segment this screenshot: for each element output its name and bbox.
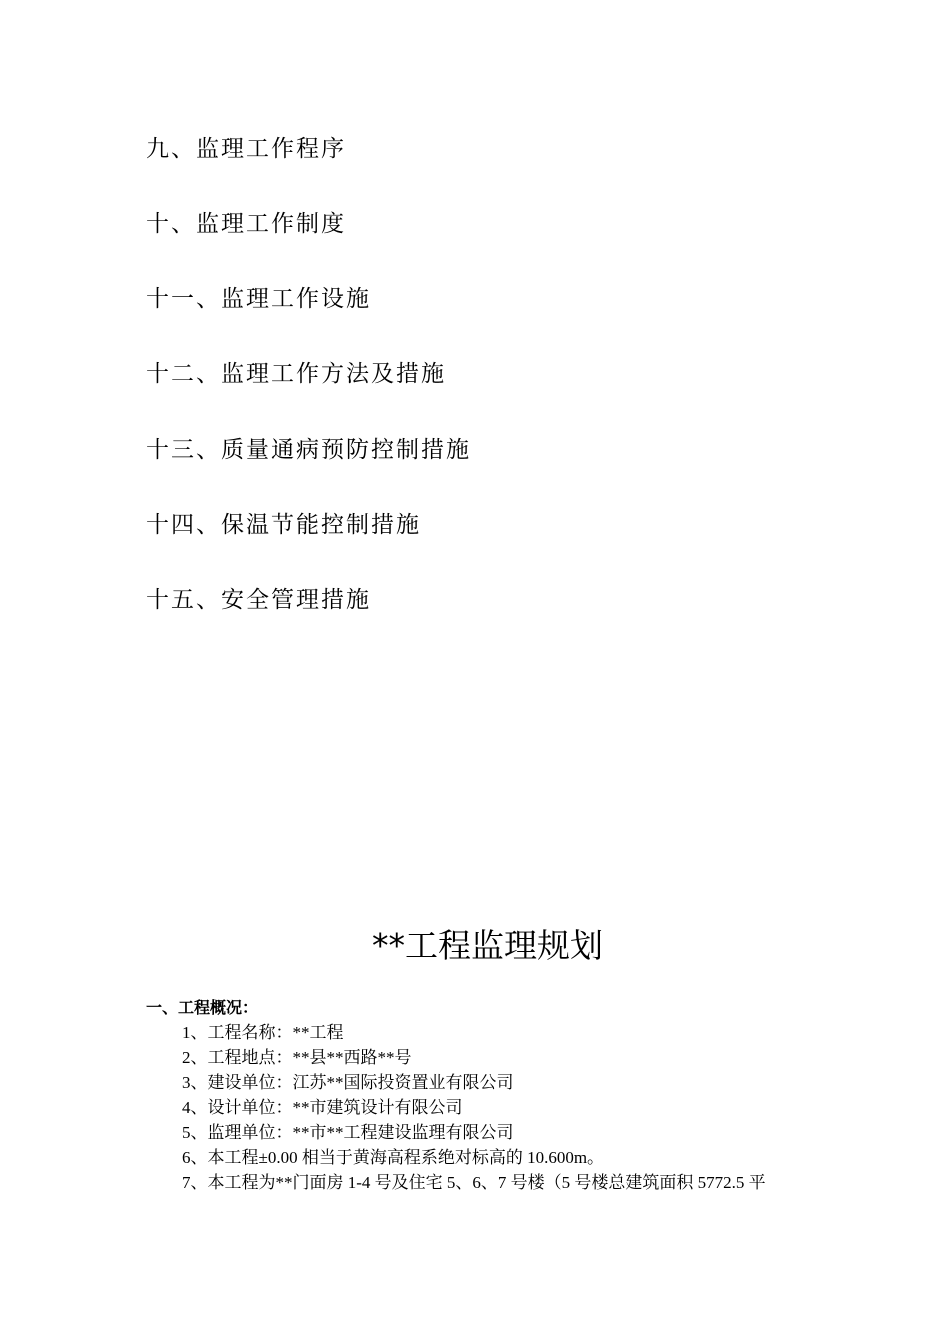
toc-item-11: 十一、监理工作设施 (146, 286, 371, 312)
toc-item-12: 十二、监理工作方法及措施 (146, 361, 446, 387)
project-info-line: 2、工程地点：**县**西路**号 (182, 1048, 412, 1067)
project-info-line: 4、设计单位：**市建筑设计有限公司 (182, 1098, 463, 1117)
document-title: **工程监理规划 (372, 926, 603, 965)
section-heading-project-overview: 一、工程概况： (146, 998, 259, 1017)
project-info-line: 3、建设单位：江苏**国际投资置业有限公司 (182, 1073, 514, 1092)
toc-item-10: 十、监理工作制度 (146, 211, 346, 237)
toc-item-15: 十五、安全管理措施 (146, 587, 371, 613)
toc-item-13: 十三、质量通病预防控制措施 (146, 437, 471, 463)
project-info-line: 7、本工程为**门面房 1-4 号及住宅 5、6、7 号楼（5 号楼总建筑面积 5772.5 平 (182, 1173, 766, 1192)
toc-item-14: 十四、保温节能控制措施 (146, 512, 421, 538)
project-info-line: 1、工程名称：**工程 (182, 1023, 344, 1042)
project-info-line: 6、本工程±0.00 相当于黄海高程系绝对标高的 10.600m。 (182, 1148, 605, 1167)
project-info-line: 5、监理单位：**市**工程建设监理有限公司 (182, 1123, 514, 1142)
project-info-list (182, 1020, 766, 1195)
toc-item-9: 九、监理工作程序 (146, 136, 346, 162)
